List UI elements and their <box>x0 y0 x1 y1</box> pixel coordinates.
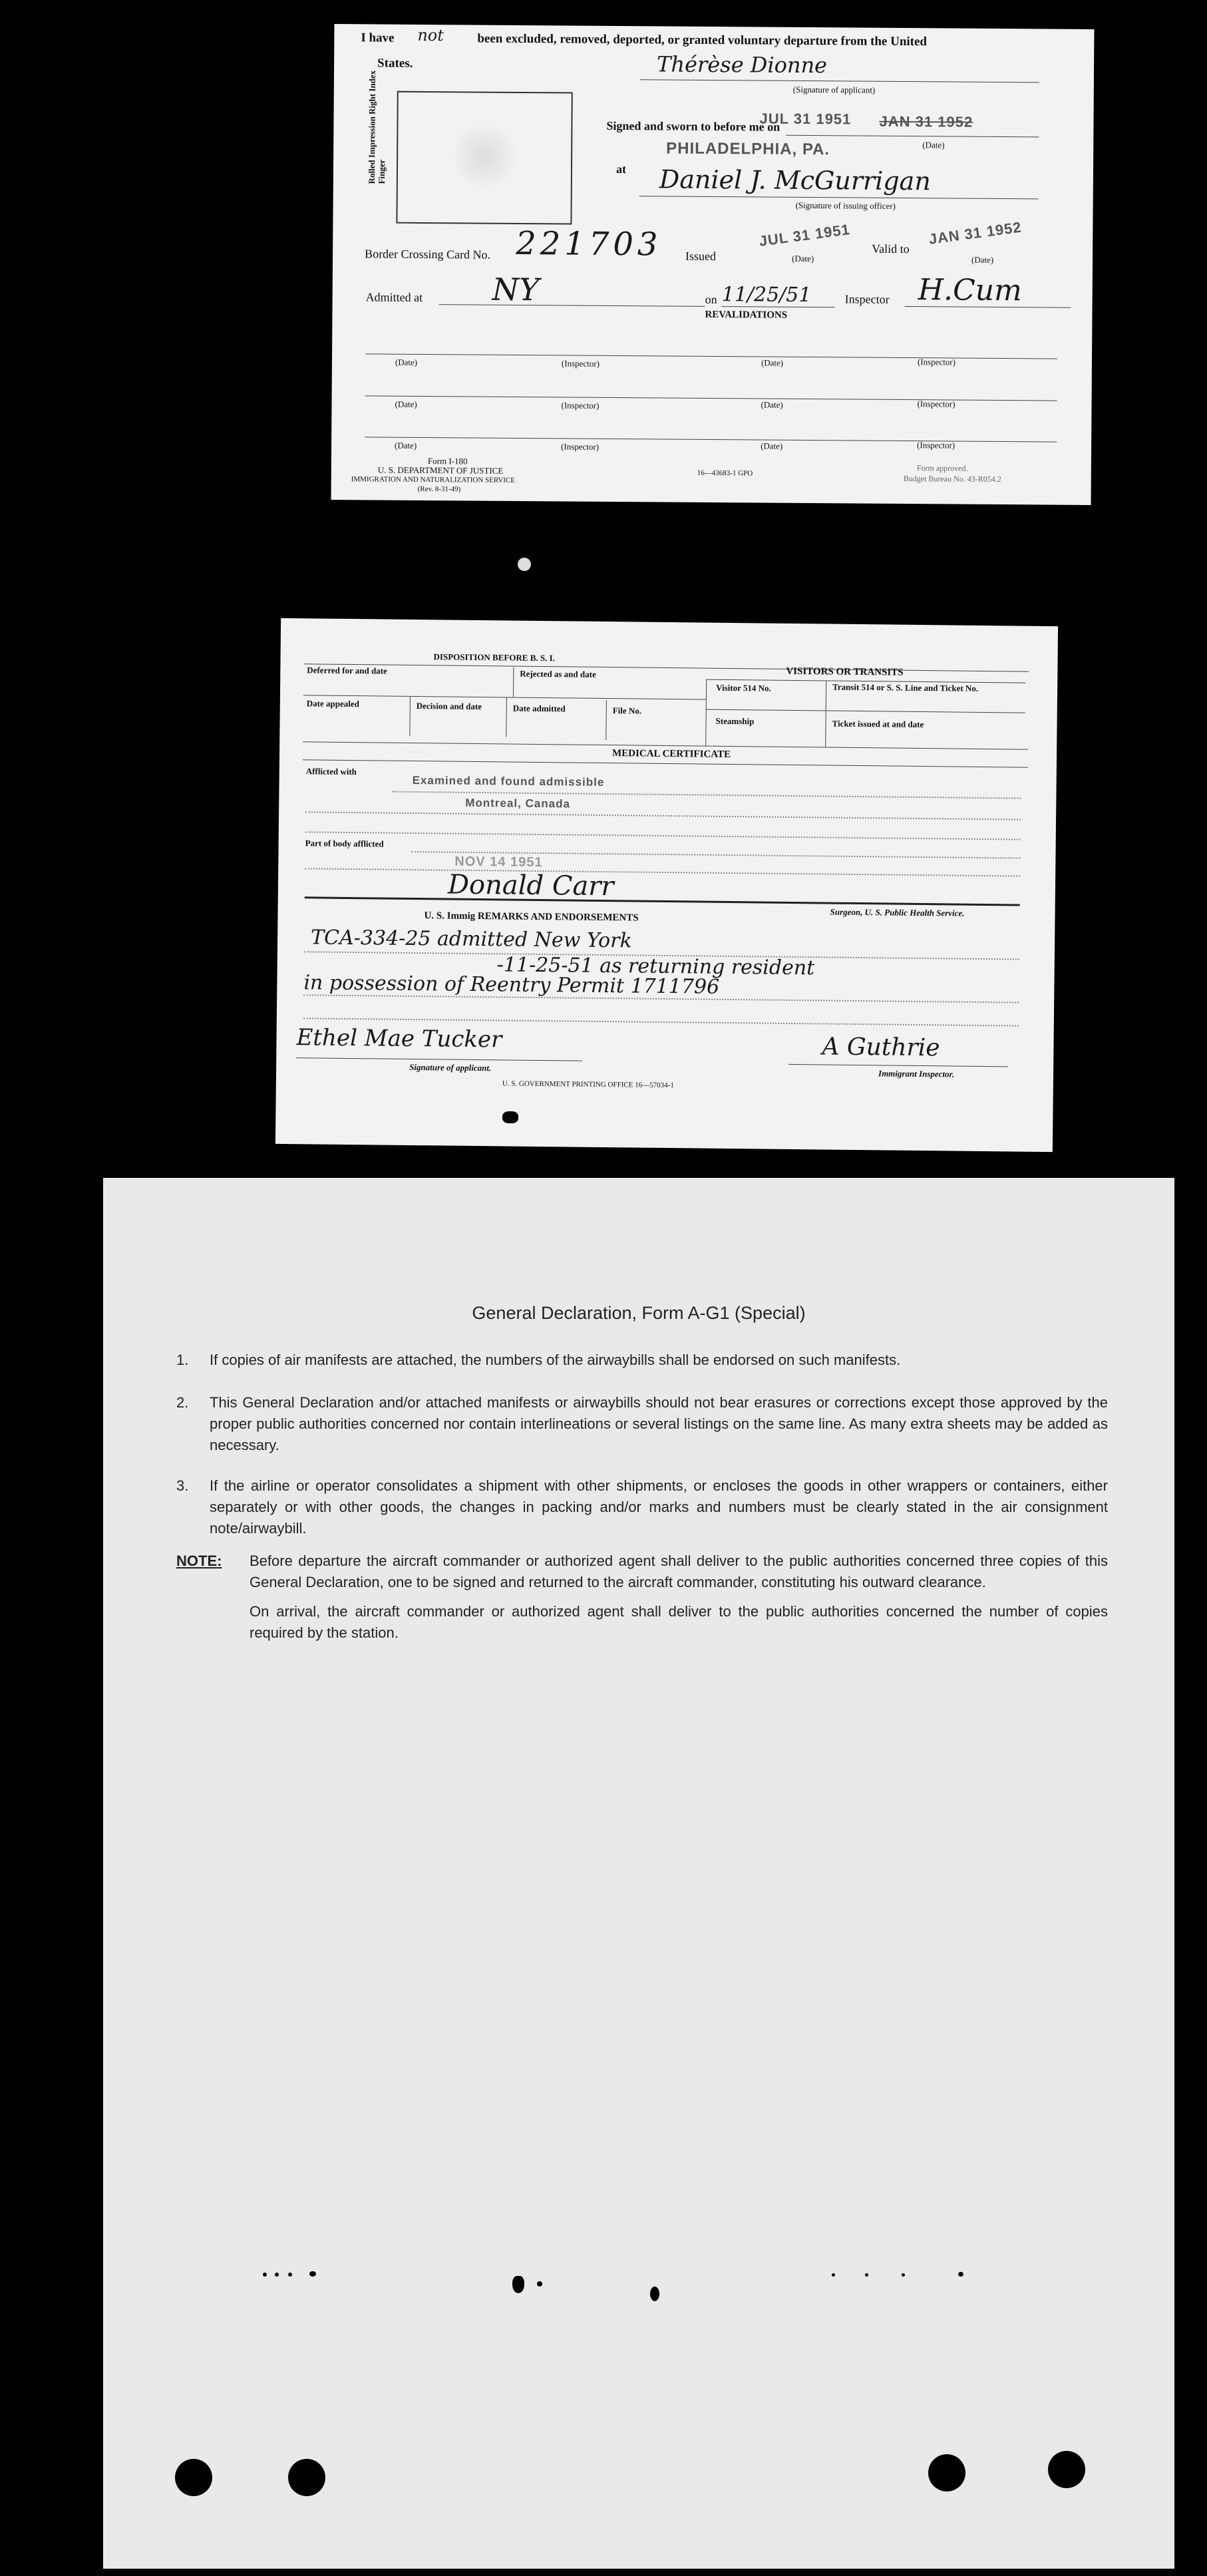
date-admitted-label: Date admitted <box>512 703 566 714</box>
service: IMMIGRATION AND NATURALIZATION SERVICE <box>351 475 516 484</box>
form-number: Form I-180 <box>427 456 468 466</box>
medical-certificate-card <box>275 618 1058 1152</box>
visitor-514-label: Visitor 514 No. <box>716 682 771 693</box>
item-number: 2. <box>176 1394 189 1411</box>
reval-inspector: (Inspector) <box>561 400 600 411</box>
disposition-heading: DISPOSITION BEFORE B. S. I. <box>433 651 556 663</box>
issued-date-stamp: JUL 31 1951 <box>758 220 852 250</box>
item-number: 3. <box>176 1477 189 1494</box>
valid-date-stamp: JAN 31 1952 <box>928 218 1023 248</box>
exclusion-states: States. <box>377 56 413 71</box>
remarks-line-3: in possession of Reentry Permit 1711796 <box>303 971 720 999</box>
instruction-item <box>176 1392 1108 1456</box>
reval-inspector: (Inspector) <box>561 441 600 452</box>
examined-stamp: Examined and found admissible <box>412 773 605 789</box>
reval-date: (Date) <box>395 440 417 451</box>
rejected-label: Rejected as and date <box>520 668 596 679</box>
afflicted-label: Afflicted with <box>305 766 357 777</box>
remarks-line-1: TCA-334-25 admitted New York <box>310 926 632 953</box>
transit-label: Transit 514 or S. S. Line and Ticket No. <box>832 681 979 693</box>
reval-date: (Date) <box>761 399 783 410</box>
at-label: at <box>615 162 627 176</box>
exclusion-hand: not <box>417 25 444 45</box>
sworn-date-stamp: JUL 31 1951 <box>759 110 852 128</box>
inspector-signature: H.Cum <box>918 273 1023 308</box>
reval-date: (Date) <box>761 441 783 451</box>
finger-label: Rolled Impression Right Index Finger <box>366 70 387 184</box>
issued-date-caption: (Date) <box>792 253 814 264</box>
surgeon-caption: Surgeon, U. S. Public Health Service. <box>830 906 965 918</box>
inspector-label: Inspector <box>844 292 890 306</box>
item-text: If the airline or operator consolidates a shipment with other shipments, or encloses the goods in other wrappers or containers, either separately or with other goods, the changes in packing and/or marks and numbers must be clearly stated in the air consignment note/airwaybill. <box>210 1477 1108 1537</box>
surgeon-signature: Donald Carr <box>447 869 614 902</box>
ticket-label: Ticket issued at and date <box>832 718 924 730</box>
steamship-label: Steamship <box>715 715 755 727</box>
general-declaration-page <box>103 1178 1174 2569</box>
immigrant-inspector-caption: Immigrant Inspector. <box>878 1068 955 1079</box>
exclusion-statement: been excluded, removed, deported, or granted voluntary departure from the United <box>477 31 928 49</box>
reval-date: (Date) <box>761 357 784 368</box>
remarks-heading: U. S. Immig REMARKS AND ENDORSEMENTS <box>424 910 639 924</box>
budget-bureau: Budget Bureau No. 43-R054.2 <box>903 474 1001 484</box>
form-approved: Form approved. <box>916 463 968 473</box>
part-of-body-label: Part of body afflicted <box>305 838 384 849</box>
fingerprint-box <box>396 91 572 225</box>
item-number: 1. <box>176 1352 189 1368</box>
sworn-label: Signed and sworn to before me on <box>606 118 780 134</box>
reval-date: (Date) <box>395 357 418 367</box>
note-label: NOTE: <box>176 1553 222 1569</box>
applicant-signature: Thérèse Dionne <box>656 51 828 79</box>
medical-date-stamp: NOV 14 1951 <box>454 854 543 870</box>
montreal-stamp: Montreal, Canada <box>465 796 571 811</box>
department: U. S. DEPARTMENT OF JUSTICE <box>377 464 504 476</box>
applicant-caption: Signature of applicant. <box>409 1061 492 1073</box>
note-block <box>176 1551 1108 1644</box>
officer-caption: (Signature of issuing officer) <box>795 200 896 211</box>
reval-date: (Date) <box>395 399 417 409</box>
reval-inspector: (Inspector) <box>917 399 955 409</box>
reval-inspector: (Inspector) <box>917 357 956 367</box>
gpo-number: 16—43683-1 GPO <box>697 468 753 478</box>
revalidations-heading: REVALIDATIONS <box>705 309 788 321</box>
revision: (Rev. 8-31-49) <box>417 484 461 494</box>
date-appealed-label: Date appealed <box>306 698 359 709</box>
bcc-number: 221703 <box>516 224 662 264</box>
border-crossing-card <box>331 24 1095 505</box>
on-label: on <box>705 292 717 307</box>
instruction-item <box>176 1475 1108 1539</box>
issued-label: Issued <box>685 249 717 264</box>
sworn-date-caption: (Date) <box>922 140 945 150</box>
admitted-label: Admitted at <box>365 290 423 304</box>
applicant-signature: Ethel Mae Tucker <box>296 1024 502 1053</box>
crossed-date-stamp: JAN 31 1952 <box>879 112 973 130</box>
immigrant-inspector-signature: A Guthrie <box>822 1033 940 1062</box>
officer-signature: Daniel J. McGurrigan <box>659 164 931 196</box>
item-text: If copies of air manifests are attached, the numbers of the airwaybills shall be endorsed on such manifests. <box>210 1352 901 1368</box>
file-no-label: File No. <box>612 705 642 716</box>
deferred-label: Deferred for and date <box>307 665 387 676</box>
instruction-item <box>176 1350 1108 1371</box>
visitors-heading: VISITORS OR TRANSITS <box>786 665 904 678</box>
applicant-signature-caption: (Signature of applicant) <box>792 84 876 95</box>
medical-heading: MEDICAL CERTIFICATE <box>611 748 731 760</box>
reval-inspector: (Inspector) <box>917 440 955 451</box>
note-departure: Before departure the aircraft commander or authorized agent shall deliver to the public authorities concerned three copies of this General Declaration, one to be signed and returned to the aircraft commander, constituting his outward clearance. <box>250 1553 1108 1590</box>
valid-label: Valid to <box>872 242 910 256</box>
note-arrival: On arrival, the aircraft commander or authorized agent shall deliver to the public authorities concerned the number of copies required by the station. <box>250 1603 1108 1641</box>
bcc-label: Border Crossing Card No. <box>365 247 491 262</box>
page-title: General Declaration, Form A-G1 (Special) <box>472 1303 806 1323</box>
exclusion-prefix: I have <box>361 31 395 45</box>
decision-label: Decision and date <box>416 701 482 712</box>
gpo-line: U. S. GOVERNMENT PRINTING OFFICE 16—57034-1 <box>502 1079 674 1090</box>
reval-inspector: (Inspector) <box>561 358 600 369</box>
place-stamp: PHILADELPHIA, PA. <box>666 139 830 159</box>
admitted-place: NY <box>492 271 540 308</box>
item-text: This General Declaration and/or attached manifests or airwaybills should not bear erasures or corrections except those approved by the proper public authorities concerned nor contain interlineations or several listings on the same line. As many extra sheets may be added as necessary. <box>210 1394 1108 1453</box>
valid-date-caption: (Date) <box>971 254 994 265</box>
remarks-line-2: -11-25-51 as returning resident <box>496 953 815 980</box>
admitted-date: 11/25/51 <box>721 283 812 307</box>
